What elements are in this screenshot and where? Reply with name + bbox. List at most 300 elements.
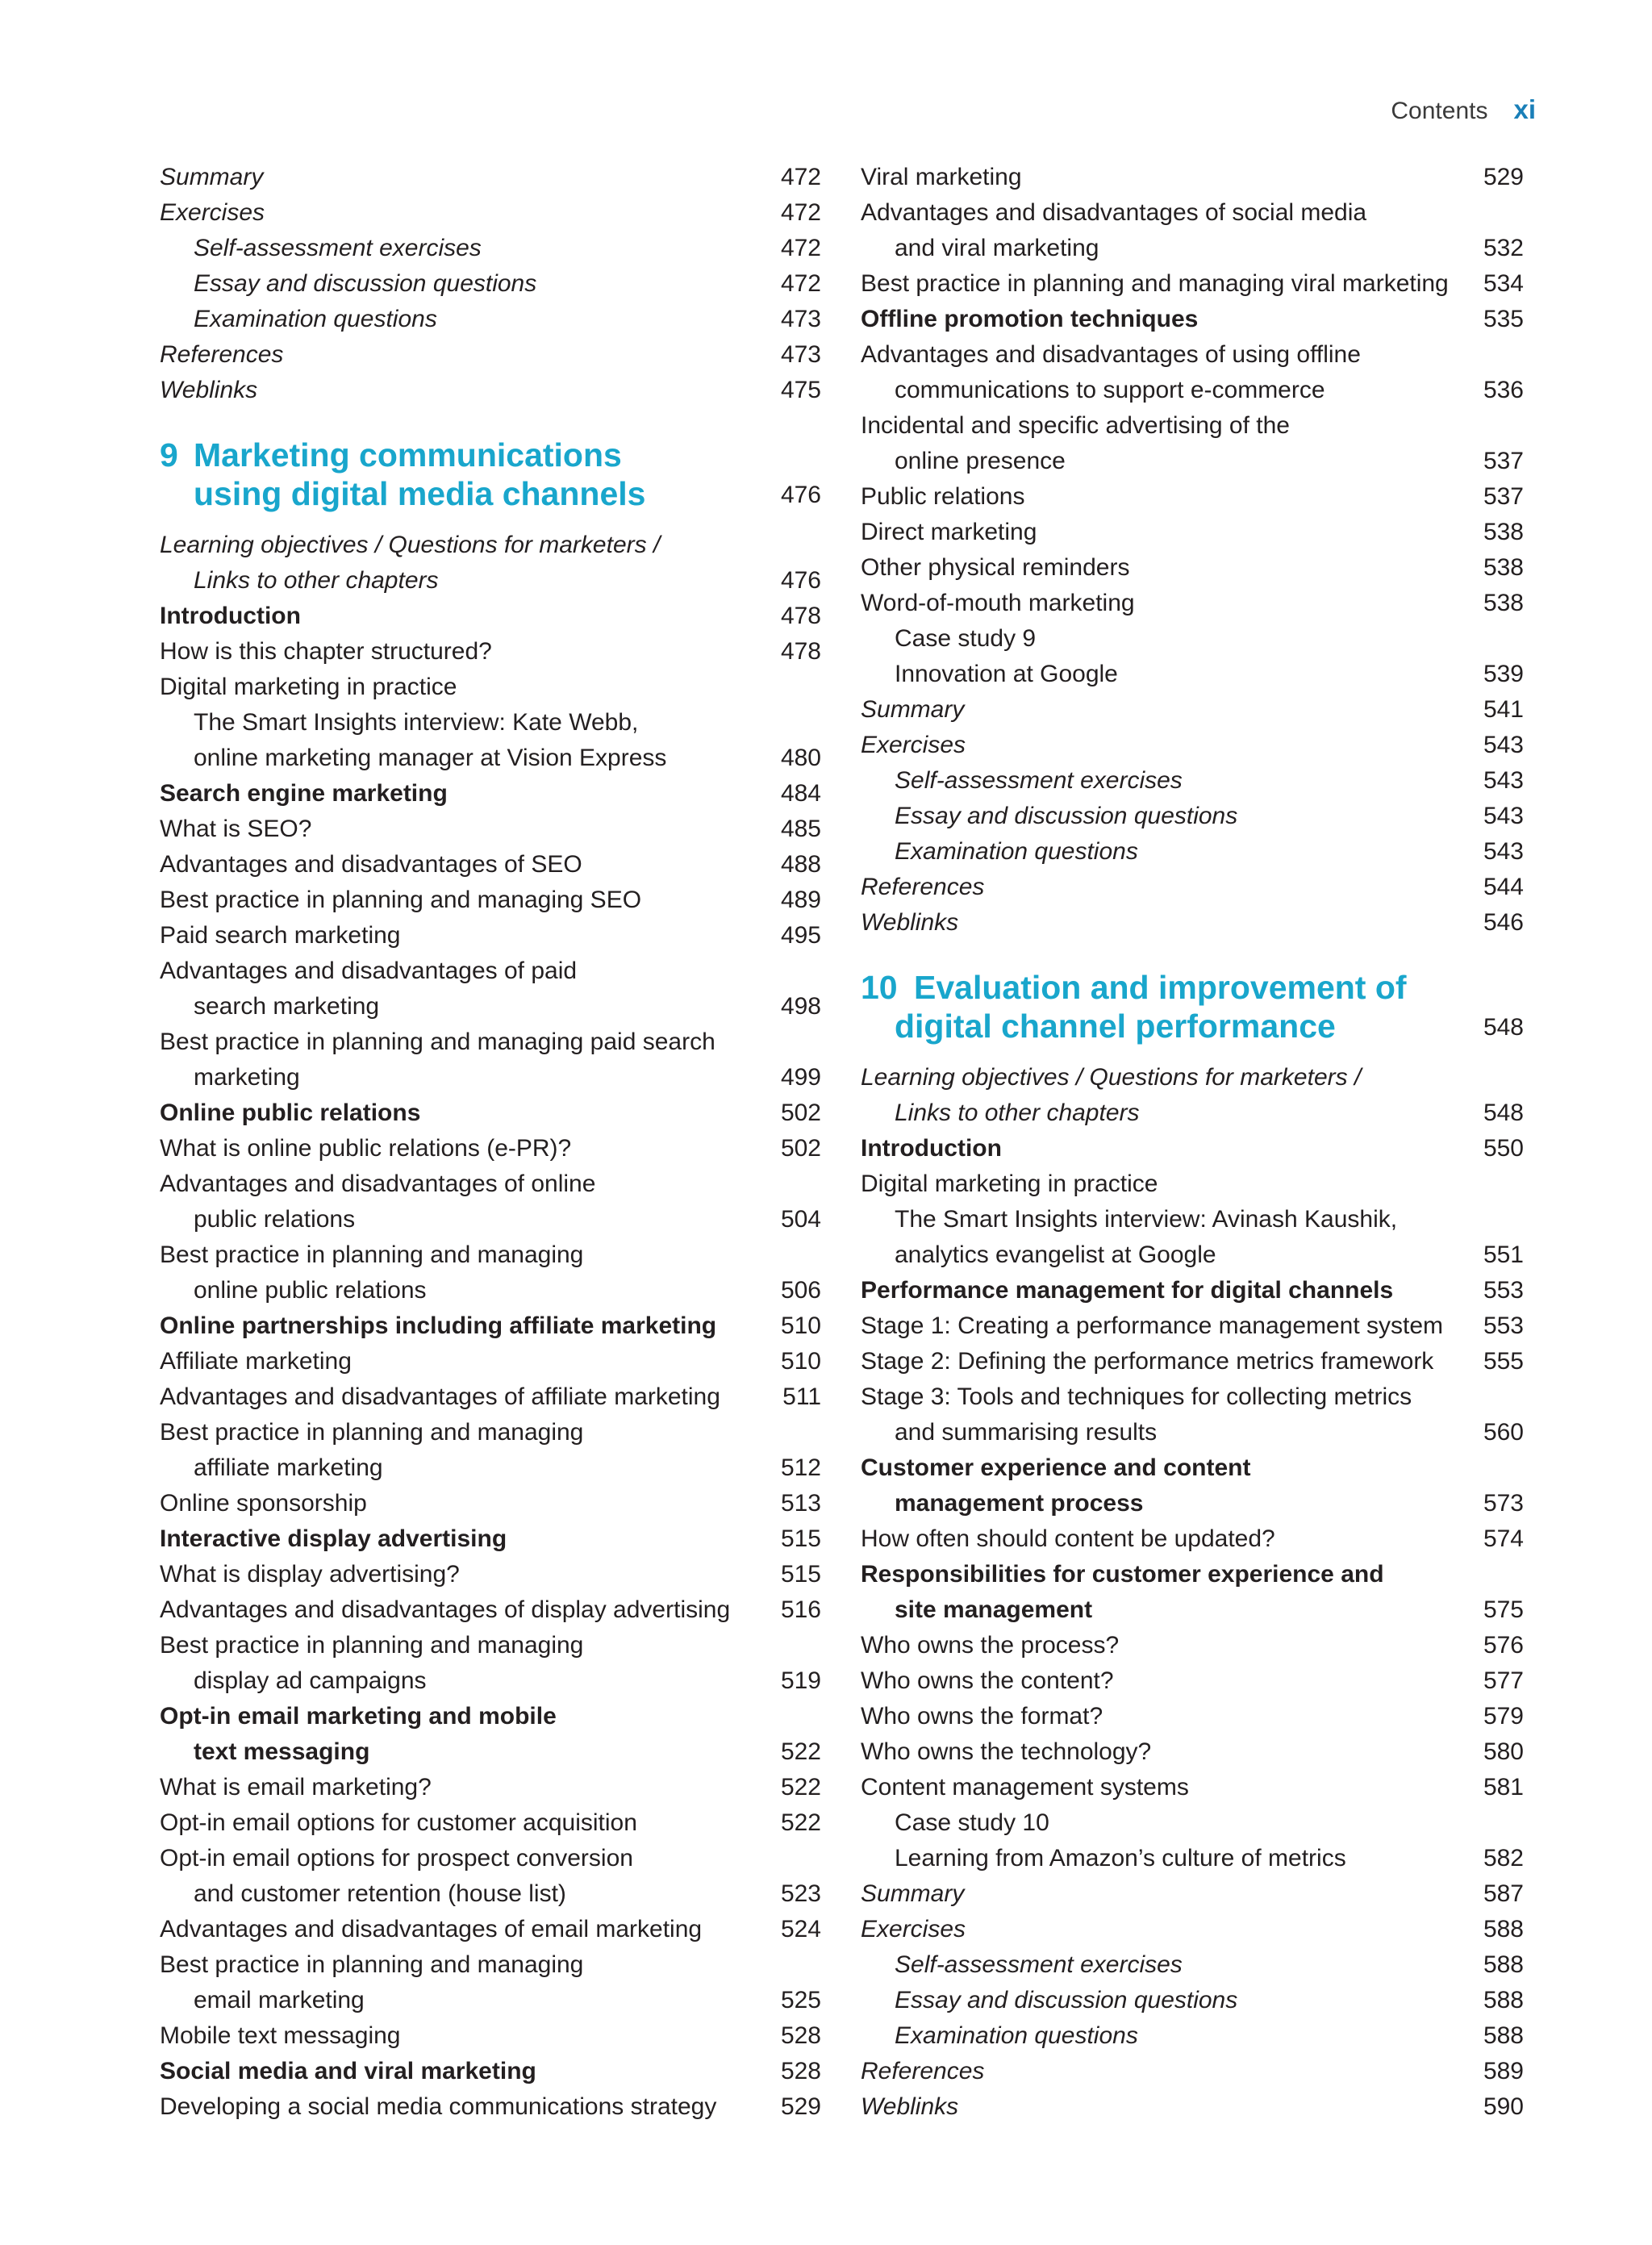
toc-entries-before <box>160 160 821 408</box>
toc-entry-page-number: 522 <box>780 1774 821 1801</box>
toc-entry-page-number: 485 <box>780 816 821 842</box>
toc-entry[interactable] <box>160 599 821 634</box>
toc-entry-title: Opt-in email options for prospect conversion <box>160 1845 633 1872</box>
toc-entry[interactable] <box>160 1663 821 1699</box>
toc-entry-title: Essay and discussion questions <box>895 1987 1238 2013</box>
toc-entry[interactable] <box>160 1450 821 1486</box>
toc-entry-title: Case study 10 <box>895 1809 1049 1836</box>
chapter-page-number: 548 <box>1483 1014 1524 1041</box>
toc-entry-title: and summarising results <box>895 1419 1158 1446</box>
toc-entry-page-number: 588 <box>1483 1916 1524 1942</box>
toc-entry-title: display ad campaigns <box>194 1667 427 1694</box>
toc-entry-page-number: 504 <box>780 1206 821 1233</box>
toc-entry-title: What is SEO? <box>160 816 312 842</box>
toc-entry-title: communications to support e-commerce <box>895 377 1325 403</box>
toc-entry-title: Advantages and disadvantages of display advertising <box>160 1596 731 1623</box>
toc-entry-page-number: 543 <box>1483 803 1524 829</box>
toc-entry[interactable] <box>861 1734 1524 1770</box>
toc-entry[interactable] <box>160 1166 821 1202</box>
toc-entry-title: Affiliate marketing <box>160 1348 352 1375</box>
toc-entry-page-number: 528 <box>780 2022 821 2049</box>
toc-entry[interactable] <box>861 728 1524 763</box>
toc-entry-page-number: 546 <box>1483 909 1524 936</box>
toc-entry[interactable] <box>160 266 821 302</box>
toc-entry-title: How is this chapter structured? <box>160 638 492 665</box>
toc-entry[interactable] <box>861 1095 1524 1131</box>
toc-entry-title: Advantages and disadvantages of affiliate marketing <box>160 1383 720 1410</box>
toc-entry-page-number: 516 <box>780 1596 821 1623</box>
running-head-page-number: xi <box>1513 94 1536 124</box>
toc-entry-title: Essay and discussion questions <box>895 803 1238 829</box>
toc-entry[interactable] <box>160 1095 821 1131</box>
toc-entry-title: Weblinks <box>861 2093 959 2120</box>
toc-entry[interactable] <box>160 1734 821 1770</box>
toc-entry-title: Advantages and disadvantages of SEO <box>160 851 582 878</box>
toc-entry-title: Incidental and specific advertising of the <box>861 412 1290 439</box>
toc-entry-title: site management <box>895 1596 1093 1623</box>
toc-entry[interactable] <box>861 2054 1524 2089</box>
toc-column-right <box>861 160 1524 2125</box>
toc-entry-page-number: 589 <box>1483 2058 1524 2084</box>
toc-entry[interactable] <box>160 1592 821 1628</box>
toc-entry-title: Opt-in email options for customer acquisition <box>160 1809 637 1836</box>
toc-entry-title: Word-of-mouth marketing <box>861 590 1135 616</box>
running-head <box>1391 92 1536 129</box>
toc-entry-page-number: 476 <box>780 567 821 594</box>
toc-entry-title: Examination questions <box>895 2022 1138 2049</box>
toc-entry-page-number: 543 <box>1483 838 1524 865</box>
toc-entry-title: Best practice in planning and managing <box>160 1951 584 1978</box>
toc-entry-page-number: 472 <box>780 199 821 226</box>
toc-entry-title: Self-assessment exercises <box>895 767 1183 794</box>
toc-entry-page-number: 506 <box>780 1277 821 1304</box>
toc-entry-page-number: 580 <box>1483 1738 1524 1765</box>
toc-entry[interactable] <box>861 1344 1524 1379</box>
toc-entry[interactable] <box>861 2089 1524 2125</box>
toc-entry[interactable] <box>861 870 1524 905</box>
toc-entry-page-number: 522 <box>780 1738 821 1765</box>
toc-entry[interactable] <box>861 479 1524 515</box>
toc-entry-title: What is display advertising? <box>160 1561 460 1588</box>
toc-entry[interactable] <box>160 1628 821 1663</box>
toc-entry-title: Content management systems <box>861 1774 1189 1801</box>
chapter-heading[interactable] <box>160 436 821 513</box>
toc-entry-page-number: 510 <box>780 1312 821 1339</box>
toc-entry[interactable] <box>160 373 821 408</box>
toc-entry[interactable] <box>861 1770 1524 1805</box>
chapter-title-line: using digital media channels <box>194 475 646 512</box>
toc-entry-title: Links to other chapters <box>194 567 439 594</box>
toc-entry-page-number: 472 <box>780 164 821 190</box>
chapter-page-number: 476 <box>780 482 821 508</box>
toc-entry[interactable] <box>160 1060 821 1095</box>
toc-entry[interactable] <box>861 1628 1524 1663</box>
toc-column-left <box>160 160 821 2125</box>
toc-entry-title: Best practice in planning and managing <box>160 1632 584 1659</box>
toc-entry[interactable] <box>861 2018 1524 2054</box>
toc-entry-title: Weblinks <box>861 909 959 936</box>
toc-entry-title: Viral marketing <box>861 164 1022 190</box>
toc-entry[interactable] <box>160 231 821 266</box>
toc-entry-title: Performance management for digital channels <box>861 1277 1394 1304</box>
toc-entry-title: affiliate marketing <box>194 1454 383 1481</box>
toc-entry[interactable] <box>160 1486 821 1521</box>
toc-entry[interactable] <box>861 1663 1524 1699</box>
toc-entry-title: Advantages and disadvantages of email marketing <box>160 1916 703 1942</box>
toc-entry[interactable] <box>160 2018 821 2054</box>
toc-entry-title: Digital marketing in practice <box>861 1170 1158 1197</box>
toc-entry[interactable] <box>861 1841 1524 1876</box>
toc-entry-title: Who owns the process? <box>861 1632 1120 1659</box>
toc-entry-page-number: 510 <box>780 1348 821 1375</box>
toc-entry-page-number: 512 <box>780 1454 821 1481</box>
toc-entry-page-number: 587 <box>1483 1880 1524 1907</box>
toc-entry[interactable] <box>160 2054 821 2089</box>
toc-entry-page-number: 573 <box>1483 1490 1524 1517</box>
toc-entry[interactable] <box>160 1521 821 1557</box>
toc-entry[interactable] <box>160 847 821 883</box>
toc-entry[interactable] <box>160 1805 821 1841</box>
toc-entry-title: public relations <box>194 1206 356 1233</box>
toc-entry[interactable] <box>160 1841 821 1876</box>
toc-entry-page-number: 522 <box>780 1809 821 1836</box>
toc-entry-title: email marketing <box>194 1987 365 2013</box>
toc-entry-title: Developing a social media communications strategy <box>160 2093 717 2120</box>
toc-entry-page-number: 502 <box>780 1135 821 1162</box>
toc-entry[interactable] <box>160 1876 821 1912</box>
toc-entry-title: Best practice in planning and managing viral marketing <box>861 270 1449 297</box>
toc-entry-page-number: 473 <box>780 341 821 368</box>
toc-entry-title: Essay and discussion questions <box>194 270 537 297</box>
toc-entry-title: Public relations <box>861 483 1025 510</box>
toc-entry-title: Advantages and disadvantages of online <box>160 1170 596 1197</box>
toc-entry[interactable] <box>861 1450 1524 1486</box>
toc-entry-page-number: 537 <box>1483 448 1524 474</box>
toc-entry[interactable] <box>160 1415 821 1450</box>
toc-entry-title: Examination questions <box>194 306 437 332</box>
toc-entry-title: online presence <box>895 448 1066 474</box>
toc-entry-title: Learning from Amazon’s culture of metrics <box>895 1845 1346 1872</box>
toc-entry[interactable] <box>861 1521 1524 1557</box>
toc-entry[interactable] <box>861 1237 1524 1273</box>
toc-entry[interactable] <box>160 953 821 989</box>
toc-entries-before <box>861 160 1524 941</box>
toc-entry-title: Innovation at Google <box>895 661 1118 687</box>
toc-entry-title: Summary <box>861 1880 965 1907</box>
toc-entry[interactable] <box>861 408 1524 444</box>
toc-entry[interactable] <box>861 550 1524 586</box>
toc-entry[interactable] <box>160 1557 821 1592</box>
toc-entry-page-number: 529 <box>1483 164 1524 190</box>
toc-entry[interactable] <box>861 1876 1524 1912</box>
toc-entry-page-number: 550 <box>1483 1135 1524 1162</box>
running-head-label: Contents <box>1391 98 1488 124</box>
toc-entry[interactable] <box>861 1415 1524 1450</box>
toc-entry-page-number: 541 <box>1483 696 1524 723</box>
toc-entry-title: Online sponsorship <box>160 1490 367 1517</box>
toc-entry-page-number: 551 <box>1483 1241 1524 1268</box>
toc-entry[interactable] <box>160 337 821 373</box>
chapter-title-line: Evaluation and improvement of <box>914 969 1407 1006</box>
toc-entry[interactable] <box>861 1486 1524 1521</box>
toc-entry-page-number: 525 <box>780 1987 821 2013</box>
toc-entry-title: Advantages and disadvantages of social media <box>861 199 1367 226</box>
toc-entry[interactable] <box>861 763 1524 799</box>
toc-entry-page-number: 515 <box>780 1525 821 1552</box>
toc-entry-title: Case study 9 <box>895 625 1037 652</box>
toc-entry-page-number: 529 <box>780 2093 821 2120</box>
toc-entries-after <box>160 528 821 2125</box>
toc-entry-page-number: 538 <box>1483 519 1524 545</box>
toc-entry[interactable] <box>861 1166 1524 1202</box>
toc-entry[interactable] <box>160 302 821 337</box>
toc-entry[interactable] <box>160 776 821 812</box>
toc-entry[interactable] <box>861 1202 1524 1237</box>
toc-entry-title: How often should content be updated? <box>861 1525 1275 1552</box>
chapter-heading[interactable] <box>861 968 1524 1045</box>
toc-entry[interactable] <box>861 302 1524 337</box>
toc-entry[interactable] <box>861 373 1524 408</box>
toc-entry-title: online public relations <box>194 1277 427 1304</box>
toc-entry[interactable] <box>861 1983 1524 2018</box>
toc-entry-page-number: 560 <box>1483 1419 1524 1446</box>
toc-entry[interactable] <box>861 444 1524 479</box>
toc-entry-page-number: 478 <box>780 603 821 629</box>
toc-entry-page-number: 472 <box>780 270 821 297</box>
toc-entry-title: Mobile text messaging <box>160 2022 401 2049</box>
toc-entry-title: and customer retention (house list) <box>194 1880 566 1907</box>
toc-entry-title: References <box>861 874 985 900</box>
toc-entry[interactable] <box>861 799 1524 834</box>
toc-entry[interactable] <box>160 883 821 918</box>
toc-entry-page-number: 535 <box>1483 306 1524 332</box>
toc-entry-title: Learning objectives / Questions for marketers / <box>160 532 661 558</box>
toc-entry[interactable] <box>160 1912 821 1947</box>
toc-entry-title: Interactive display advertising <box>160 1525 507 1552</box>
toc-entry-page-number: 498 <box>780 993 821 1020</box>
toc-entries-after <box>861 1060 1524 2125</box>
toc-entry[interactable] <box>861 1947 1524 1983</box>
toc-entry[interactable] <box>160 1379 821 1415</box>
toc-entry-title: Stage 2: Defining the performance metrics framework <box>861 1348 1434 1375</box>
toc-entry-page-number: 536 <box>1483 377 1524 403</box>
toc-entry[interactable] <box>861 1379 1524 1415</box>
toc-entry[interactable] <box>160 918 821 953</box>
toc-entry-page-number: 528 <box>780 2058 821 2084</box>
toc-entry-title: Stage 3: Tools and techniques for collecting metrics <box>861 1383 1412 1410</box>
toc-entry[interactable] <box>160 741 821 776</box>
toc-entry-title: Summary <box>160 164 264 190</box>
toc-entry-title: References <box>861 2058 985 2084</box>
toc-entry-title: Opt-in email marketing and mobile <box>160 1703 557 1730</box>
toc-entry-title: analytics evangelist at Google <box>895 1241 1216 1268</box>
toc-entry[interactable] <box>160 1024 821 1060</box>
toc-entry[interactable] <box>160 634 821 670</box>
toc-entry[interactable] <box>861 834 1524 870</box>
toc-entry-title: Best practice in planning and managing SEO <box>160 887 642 913</box>
toc-entry-title: Search engine marketing <box>160 780 448 807</box>
toc-entry[interactable] <box>861 621 1524 657</box>
toc-entry-page-number: 588 <box>1483 2022 1524 2049</box>
toc-entry-page-number: 472 <box>780 235 821 261</box>
toc-entry[interactable] <box>861 1308 1524 1344</box>
toc-entry[interactable] <box>160 1699 821 1734</box>
toc-entry[interactable] <box>160 528 821 563</box>
toc-entry[interactable] <box>861 337 1524 373</box>
toc-entry-page-number: 582 <box>1483 1845 1524 1872</box>
toc-entry-title: Exercises <box>160 199 265 226</box>
toc-entry-title: Best practice in planning and managing <box>160 1241 584 1268</box>
toc-entry-title: Online partnerships including affiliate marketing <box>160 1312 717 1339</box>
toc-entry[interactable] <box>861 657 1524 692</box>
toc-entry-title: Best practice in planning and managing <box>160 1419 584 1446</box>
toc-entry[interactable] <box>861 586 1524 621</box>
toc-entry-page-number: 544 <box>1483 874 1524 900</box>
toc-entry-title: and viral marketing <box>895 235 1099 261</box>
toc-entry[interactable] <box>160 160 821 195</box>
toc-entry-title: Offline promotion techniques <box>861 306 1199 332</box>
toc-entry[interactable] <box>861 905 1524 941</box>
toc-entry-title: Exercises <box>861 732 966 758</box>
toc-entry[interactable] <box>861 1557 1524 1592</box>
toc-entry-page-number: 484 <box>780 780 821 807</box>
toc-entry[interactable] <box>160 195 821 231</box>
toc-entry-page-number: 538 <box>1483 590 1524 616</box>
toc-entry[interactable] <box>861 515 1524 550</box>
toc-entry-title: Social media and viral marketing <box>160 2058 536 2084</box>
toc-entry[interactable] <box>861 1912 1524 1947</box>
toc-entry[interactable] <box>160 1237 821 1273</box>
toc-entry-page-number: 590 <box>1483 2093 1524 2120</box>
toc-entry-title: Digital marketing in practice <box>160 674 457 700</box>
toc-entry[interactable] <box>160 705 821 741</box>
toc-entry[interactable] <box>160 1947 821 1983</box>
toc-entry[interactable] <box>160 989 821 1024</box>
toc-entry-title: Weblinks <box>160 377 258 403</box>
toc-entry[interactable] <box>861 231 1524 266</box>
toc-entry-title: References <box>160 341 284 368</box>
toc-entry-page-number: 543 <box>1483 732 1524 758</box>
toc-entry-page-number: 553 <box>1483 1277 1524 1304</box>
toc-entry-page-number: 538 <box>1483 554 1524 581</box>
toc-entry-title: online marketing manager at Vision Express <box>194 745 667 771</box>
toc-entry[interactable] <box>861 1131 1524 1166</box>
toc-entry-page-number: 523 <box>780 1880 821 1907</box>
toc-entry-title: Self-assessment exercises <box>194 235 482 261</box>
toc-entry-page-number: 576 <box>1483 1632 1524 1659</box>
toc-entry[interactable] <box>861 1273 1524 1308</box>
toc-entry[interactable] <box>861 195 1524 231</box>
toc-entry-page-number: 511 <box>782 1383 821 1410</box>
toc-entry[interactable] <box>160 1131 821 1166</box>
toc-entry-page-number: 480 <box>780 745 821 771</box>
toc-entry-title: Who owns the content? <box>861 1667 1114 1694</box>
toc-entry-page-number: 577 <box>1483 1667 1524 1694</box>
toc-entry-title: Links to other chapters <box>895 1100 1140 1126</box>
toc-entry-title: Introduction <box>861 1135 1002 1162</box>
chapter-title-line: digital channel performance <box>895 1008 1336 1045</box>
toc-entry-page-number: 478 <box>780 638 821 665</box>
toc-entry-page-number: 575 <box>1483 1596 1524 1623</box>
toc-entry-title: marketing <box>194 1064 300 1091</box>
toc-entry[interactable] <box>160 2089 821 2125</box>
toc-entry-page-number: 539 <box>1483 661 1524 687</box>
toc-entry-page-number: 555 <box>1483 1348 1524 1375</box>
toc-entry-page-number: 502 <box>780 1100 821 1126</box>
toc-entry-title: Examination questions <box>895 838 1138 865</box>
toc-entry[interactable] <box>861 1060 1524 1095</box>
toc-entry-page-number: 588 <box>1483 1987 1524 2013</box>
toc-entry[interactable] <box>160 1273 821 1308</box>
toc-entry-page-number: 515 <box>780 1561 821 1588</box>
toc-entry[interactable] <box>160 812 821 847</box>
toc-entry[interactable] <box>160 563 821 599</box>
toc-entry-title: search marketing <box>194 993 380 1020</box>
toc-entry-title: text messaging <box>194 1738 370 1765</box>
toc-entry[interactable] <box>861 1699 1524 1734</box>
toc-entry[interactable] <box>160 1308 821 1344</box>
toc-entry-page-number: 581 <box>1483 1774 1524 1801</box>
toc-entry-title: Who owns the technology? <box>861 1738 1152 1765</box>
toc-entry-page-number: 499 <box>780 1064 821 1091</box>
toc-entry-title: management process <box>895 1490 1144 1517</box>
toc-entry-title: Advantages and disadvantages of paid <box>160 958 578 984</box>
toc-entry-page-number: 513 <box>780 1490 821 1517</box>
toc-entry-title: Summary <box>861 696 965 723</box>
toc-entry[interactable] <box>160 1770 821 1805</box>
toc-entry-page-number: 488 <box>780 851 821 878</box>
toc-entry-page-number: 532 <box>1483 235 1524 261</box>
toc-entry[interactable] <box>160 1344 821 1379</box>
toc-entry-page-number: 553 <box>1483 1312 1524 1339</box>
toc-entry-page-number: 548 <box>1483 1100 1524 1126</box>
toc-entry-title: Advantages and disadvantages of using offline <box>861 341 1361 368</box>
toc-entry-title: Other physical reminders <box>861 554 1130 581</box>
toc-entry-title: Self-assessment exercises <box>895 1951 1183 1978</box>
toc-entry-title: Introduction <box>160 603 301 629</box>
toc-entry-page-number: 524 <box>780 1916 821 1942</box>
toc-entry[interactable] <box>160 1202 821 1237</box>
toc-entry[interactable] <box>861 160 1524 195</box>
toc-entry-title: Paid search marketing <box>160 922 401 949</box>
toc-entry[interactable] <box>861 1805 1524 1841</box>
chapter-number: 10 <box>861 969 898 1006</box>
chapter-title-line: Marketing communications <box>194 436 622 474</box>
toc-entry-page-number: 489 <box>780 887 821 913</box>
toc-entry-title: The Smart Insights interview: Kate Webb, <box>194 709 639 736</box>
toc-entry[interactable] <box>160 1983 821 2018</box>
toc-entry-page-number: 588 <box>1483 1951 1524 1978</box>
toc-entry-title: Who owns the format? <box>861 1703 1103 1730</box>
toc-entry[interactable] <box>861 266 1524 302</box>
toc-entry-page-number: 574 <box>1483 1525 1524 1552</box>
toc-entry-page-number: 473 <box>780 306 821 332</box>
toc-entry-title: Stage 1: Creating a performance management system <box>861 1312 1444 1339</box>
toc-entry-title: Online public relations <box>160 1100 421 1126</box>
toc-entry-title: What is online public relations (e-PR)? <box>160 1135 572 1162</box>
chapter-number: 9 <box>160 436 178 474</box>
toc-entry[interactable] <box>861 1592 1524 1628</box>
toc-entry-page-number: 495 <box>780 922 821 949</box>
toc-entry-page-number: 537 <box>1483 483 1524 510</box>
toc-entry-title: What is email marketing? <box>160 1774 432 1801</box>
toc-entry-page-number: 519 <box>780 1667 821 1694</box>
toc-entry[interactable] <box>861 692 1524 728</box>
toc-entry[interactable] <box>160 670 821 705</box>
toc-entry-title: Responsibilities for customer experience and <box>861 1561 1384 1588</box>
toc-entry-page-number: 475 <box>780 377 821 403</box>
toc-entry-page-number: 579 <box>1483 1703 1524 1730</box>
